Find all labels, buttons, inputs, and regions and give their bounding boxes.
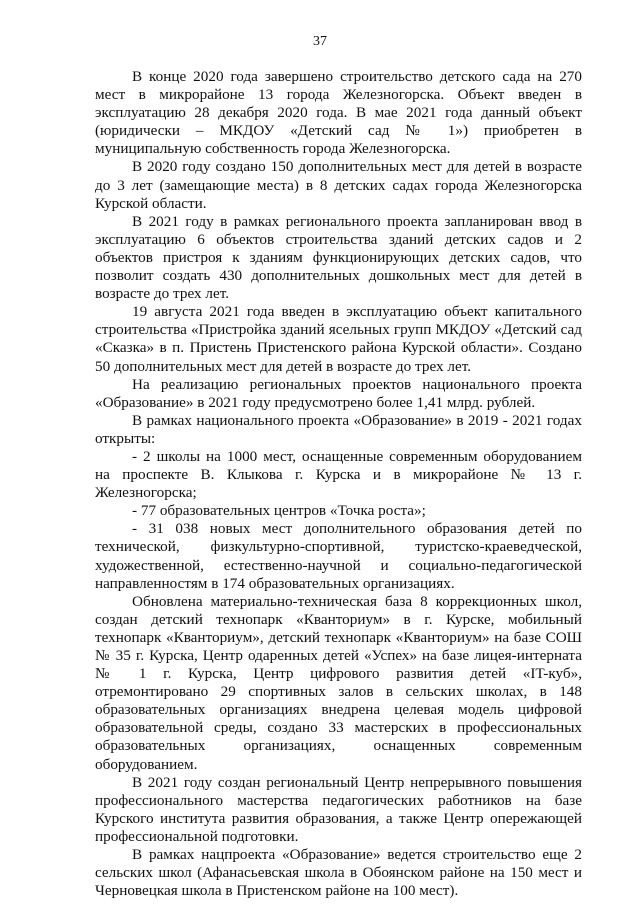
paragraph-regional-project-2021: В 2021 году в рамках регионального проекта запланирован ввод в эксплуатацию 6 объектов строительства зданий детских садов и 2 объектов пристроя к зданиям функционирующих детских садов, что позволит создать 430 дополнительных дошкольных мест для детей в возрасте до трех лет. [95, 212, 582, 303]
paragraph-national-project-intro: В рамках национального проекта «Образование» в 2019 - 2021 годах открыты: [95, 411, 582, 447]
paragraph-kindergarten-zheleznogorsk: В конце 2020 года завершено строительство детского сада на 270 мест в микрорайоне 13 города Железногорска. Объект введен в эксплуатацию 28 декабря 2020 года. В мае 2021 года данный объект (юридически – МКДОУ «Детский сад № 1») приобретен в муниципальную собственность города Железногорска. [95, 68, 582, 158]
paragraph-rural-schools: В рамках нацпроекта «Образование» ведется строительство еще 2 сельских школ (Афанасьевская школа в Обоянском районе на 150 мест и Черновецкая школа в Пристенском районе на 100 мест). [95, 846, 582, 900]
list-item-additional-education: - 31 038 новых мест дополнительного образования детей по технической, физкультурно-спортивной, туристско-краеведческой, художественной, естественно-научной и социально-педагогической направленностям в 174 образовательных организациях. [95, 520, 582, 592]
paragraph-funding: На реализацию региональных проектов национального проекта «Образование» в 2021 году предусмотрено более 1,41 млрд. рублей. [95, 375, 582, 411]
list-item-growth-points: - 77 образовательных центров «Точка роста»; [132, 502, 426, 520]
page-number: 37 [313, 34, 327, 49]
paragraph-nursery-extension-pristen: 19 августа 2021 года введен в эксплуатацию объект капитального строительства «Пристройка зданий ясельных групп МКДОУ «Детский сад «Сказка» в п. Пристень Пристенского района Курской области». Создано 50 дополнительных мест для детей в возрасте до трех лет. [95, 303, 582, 375]
paragraph-material-base: Обновлена материально-техническая база 8 коррекционных школ, создан детский технопарк «Кванториум» в г. Курске, мобильный технопарк «Кванториум», детский технопарк «Кванториум» на базе СОШ № 35 г. Курска, Центр одаренных детей «Успех» на базе лицея-интерната № 1 г. Курска, Центр цифрового развития детей «IT-куб», отремонтировано 29 спортивных залов в сельских школах, в 148 образовательных организациях внедрена целевая модель цифровой образовательной среды, создано 33 мастерских в профессиональных образовательных организациях, оснащенных современным оборудованием. [95, 592, 582, 773]
list-item-schools: - 2 школы на 1000 мест, оснащенные современным оборудованием на проспекте В. Клыкова г. Курска и в микрорайоне № 13 г. Железногорска; [95, 447, 582, 502]
paragraph-additional-places-2020: В 2020 году создано 150 дополнительных мест для детей в возрасте до 3 лет (замещающие места) в 8 детских садах города Железногорска Курской области. [95, 158, 582, 212]
paragraph-regional-center: В 2021 году создан региональный Центр непрерывного повышения профессионального мастерства педагогических работников на базе Курского института развития образования, а также Центр опережающей профессиональной подготовки. [95, 773, 582, 845]
document-body [95, 68, 582, 900]
